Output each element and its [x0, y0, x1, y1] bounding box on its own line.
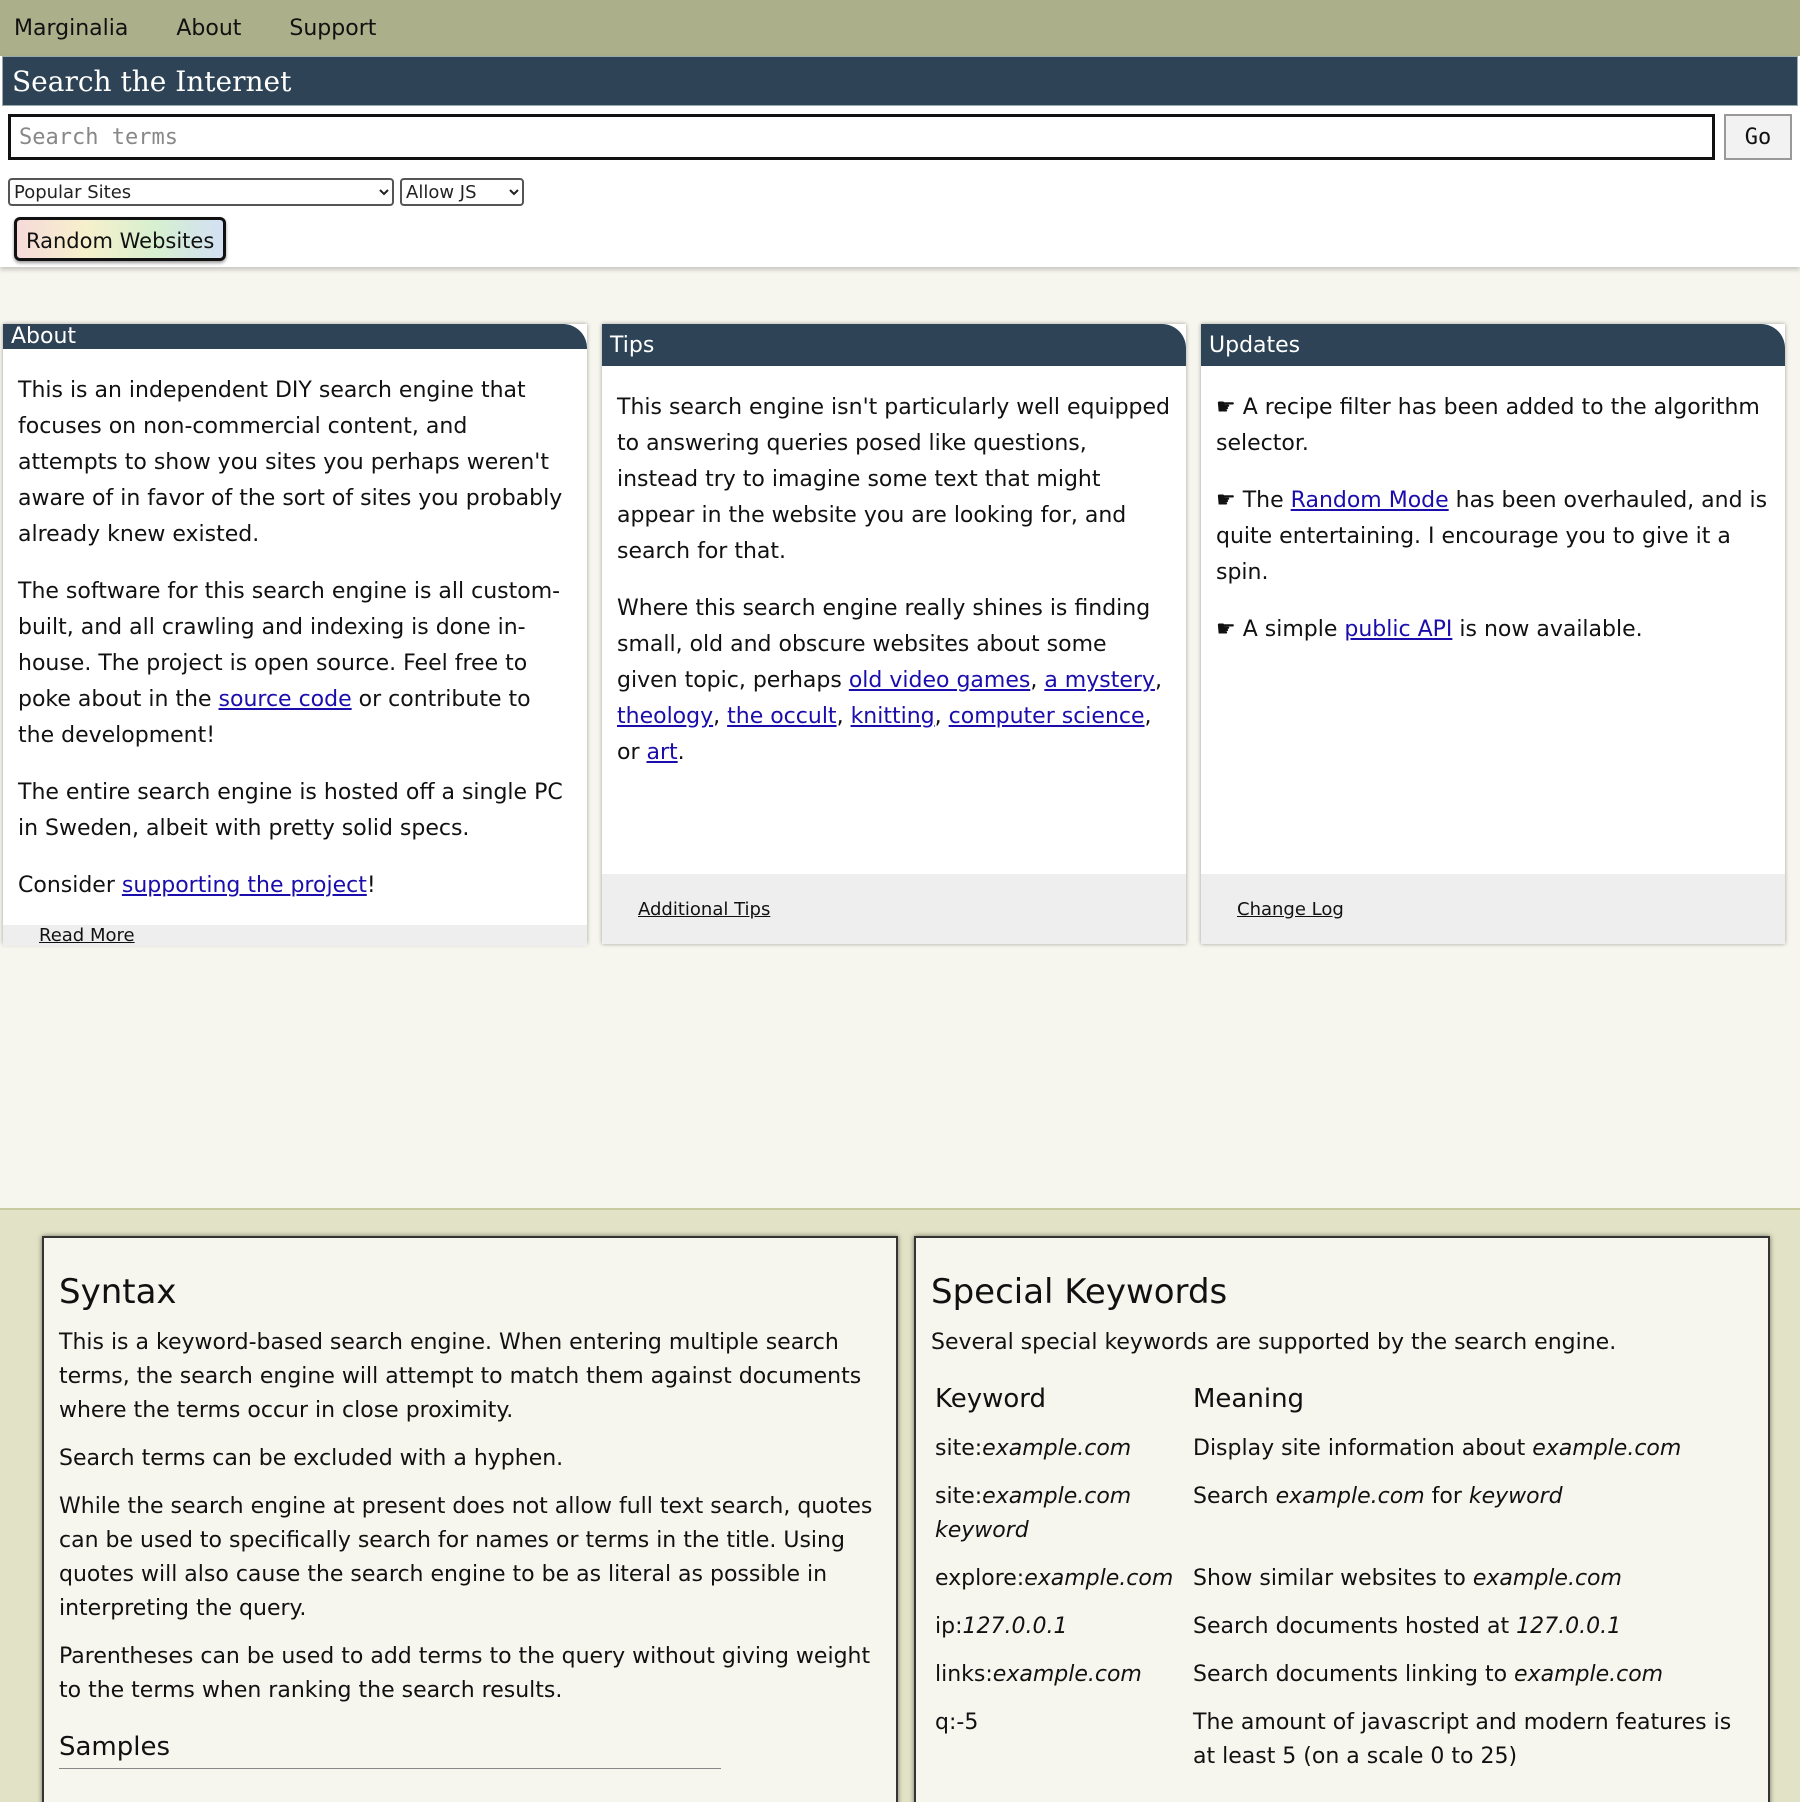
search-row [0, 106, 1800, 160]
supporting-project-link[interactable]: supporting the project [121, 873, 367, 898]
tips-or-text: or [617, 740, 640, 765]
keywords-intro: Several special keywords are supported by the search engine. [931, 1330, 1617, 1355]
keyword-text: 127.0.0.1 [1516, 1614, 1622, 1639]
keywords-table [931, 1376, 1753, 1782]
go-button[interactable]: Go [1724, 114, 1792, 160]
source-code-link[interactable]: source code [218, 687, 352, 712]
about-p4-text: Consider [18, 873, 122, 898]
keyword-text: links: [935, 1662, 993, 1687]
change-log-link[interactable]: Change Log [1237, 898, 1344, 920]
keyword-text: site: [935, 1484, 983, 1509]
syntax-paragraph-2: Search terms can be excluded with a hyphen. [59, 1446, 564, 1471]
keyword-text: Search documents linking to [1193, 1662, 1515, 1687]
topic-link-computer-science[interactable]: computer science [948, 704, 1145, 729]
keywords-table-body [931, 1426, 1753, 1782]
tips-card-title: Tips [602, 324, 1186, 366]
update-item [1216, 612, 1771, 648]
keyword-text: q:-5 [935, 1710, 979, 1735]
topic-link-a-mystery[interactable]: a mystery [1044, 668, 1155, 693]
keyword-text: example.com [1024, 1566, 1174, 1591]
js-select[interactable] [400, 178, 524, 206]
meaning-cell [1189, 1604, 1753, 1652]
topic-link-art[interactable]: art [646, 740, 678, 765]
keyword-cell [931, 1700, 1189, 1782]
additional-tips-link[interactable]: Additional Tips [638, 898, 771, 920]
tips-paragraph-1: This search engine isn't particularly well equipped to answering queries posed like questions, instead try to imagine some text that might appear in the website you are looking for, and search for that. [617, 395, 1170, 564]
update-item [1216, 390, 1771, 462]
read-more-link[interactable]: Read More [39, 925, 135, 946]
about-p2-text: The software for this search engine is all custom-built, and all crawling and indexing is done in-house. The project is open source. Feel free to poke about in the [18, 579, 561, 712]
syntax-paragraph-4: Parentheses can be used to add terms to the query without giving weight to the terms when ranking the search results. [59, 1644, 871, 1703]
table-row [931, 1556, 1753, 1604]
keyword-text: example.com [1514, 1662, 1664, 1687]
keyword-text: example.com [1532, 1436, 1682, 1461]
about-card [3, 324, 587, 944]
update-text-2: The [1242, 488, 1291, 513]
help-section [0, 1208, 1800, 1802]
keyword-text: explore: [935, 1566, 1025, 1591]
about-paragraph-2 [18, 574, 573, 754]
info-cards [0, 324, 1800, 944]
search-header: Search the Internet [2, 56, 1798, 106]
search-input[interactable] [8, 114, 1715, 160]
update-text-3-end: is now available. [1452, 617, 1643, 642]
topic-link-theology[interactable]: theology [617, 704, 714, 729]
table-row [931, 1700, 1753, 1782]
about-paragraph-3: The entire search engine is hosted off a single PC in Sweden, albeit with pretty solid specs. [18, 780, 563, 841]
keyword-text: example.com [1275, 1484, 1425, 1509]
meaning-column-header: Meaning [1193, 1384, 1305, 1414]
keyword-text: 127.0.0.1 [962, 1614, 1068, 1639]
about-paragraph-1: This is an independent DIY search engine that focuses on non-commercial content, and attempts to show you sites you perhaps weren't aware of in favor of the sort of sites you probably already knew existed. [18, 378, 563, 547]
keyword-text: example.com [982, 1436, 1132, 1461]
keywords-title: Special Keywords [931, 1272, 1228, 1312]
keyword-text: example.com keyword [935, 1484, 1132, 1543]
keyword-text: example.com [992, 1662, 1142, 1687]
syntax-panel [42, 1236, 898, 1802]
updates-card-footer [1201, 874, 1785, 944]
about-card-footer [3, 925, 587, 946]
search-panel [0, 56, 1800, 267]
special-keywords-panel [914, 1236, 1770, 1802]
syntax-title: Syntax [59, 1272, 177, 1312]
update-text-2-end: has been overhauled, and is quite entertaining. I encourage you to give it a spin. [1216, 488, 1768, 585]
pointing-hand-icon: ☛ [1216, 617, 1236, 642]
keyword-text: ip: [935, 1614, 963, 1639]
about-paragraph-4 [18, 868, 573, 904]
topic-link-old-video-games[interactable]: old video games [848, 668, 1031, 693]
updates-card-body [1201, 366, 1785, 874]
filter-select[interactable] [8, 178, 394, 206]
nav-support[interactable]: Support [289, 15, 377, 41]
updates-card [1201, 324, 1785, 944]
update-text-1: A recipe filter has been added to the algorithm selector. [1216, 395, 1760, 456]
keyword-column-header: Keyword [935, 1384, 1047, 1414]
keyword-text: Search documents hosted at [1193, 1614, 1517, 1639]
keyword-cell [931, 1474, 1189, 1556]
keyword-cell [931, 1426, 1189, 1474]
keyword-text: keyword [1468, 1484, 1563, 1509]
keyword-text: Search [1193, 1484, 1276, 1509]
table-row [931, 1474, 1753, 1556]
meaning-cell [1189, 1426, 1753, 1474]
meaning-cell [1189, 1652, 1753, 1700]
keyword-cell [931, 1652, 1189, 1700]
keyword-text: The amount of javascript and modern features is at least 5 (on a scale 0 to 25) [1193, 1710, 1732, 1769]
table-row [931, 1426, 1753, 1474]
tips-card [602, 324, 1186, 944]
keyword-cell [931, 1604, 1189, 1652]
keyword-cell [931, 1556, 1189, 1604]
keywords-header-row [931, 1376, 1753, 1426]
filter-row [0, 160, 1800, 206]
meaning-cell [1189, 1474, 1753, 1556]
nav-about[interactable]: About [176, 15, 242, 41]
topic-link-knitting[interactable]: knitting [850, 704, 935, 729]
random-websites-button[interactable]: Random Websites [14, 217, 226, 261]
table-row [931, 1604, 1753, 1652]
meaning-cell [1189, 1700, 1753, 1782]
tips-p2-text: Where this search engine really shines is finding small, old and obscure websites about some given topic, perhaps [617, 596, 1151, 693]
keyword-text: site: [935, 1436, 983, 1461]
tips-card-body [602, 366, 1186, 874]
top-nav [0, 0, 1800, 56]
update-item [1216, 483, 1771, 591]
updates-card-title: Updates [1201, 324, 1785, 366]
about-p4-text-end: ! [366, 873, 376, 898]
about-card-title: About [3, 324, 587, 349]
samples-title: Samples [59, 1732, 721, 1769]
random-mode-link[interactable]: Random Mode [1290, 488, 1449, 513]
public-api-link[interactable]: public API [1344, 617, 1453, 642]
topic-link-the-occult[interactable]: the occult [727, 704, 837, 729]
pointing-hand-icon: ☛ [1216, 488, 1236, 513]
about-p2-text-end: or contribute to the development! [18, 687, 531, 748]
syntax-paragraph-1: This is a keyword-based search engine. When entering multiple search terms, the search engine will attempt to match them against documents where the terms occur in close proximity. [59, 1330, 862, 1423]
keyword-text: Show similar websites to [1193, 1566, 1473, 1591]
pointing-hand-icon: ☛ [1216, 395, 1236, 420]
keyword-text: example.com [1472, 1566, 1622, 1591]
syntax-paragraph-3: While the search engine at present does not allow full text search, quotes can be used to specifically search for names or terms in the title. Using quotes will also cause the search engine to be as literal as possible in interpreting the query. [59, 1494, 873, 1621]
keyword-text: for [1424, 1484, 1469, 1509]
update-text-3: A simple [1242, 617, 1345, 642]
tips-card-footer [602, 874, 1186, 944]
nav-marginalia[interactable]: Marginalia [14, 15, 129, 41]
meaning-cell [1189, 1556, 1753, 1604]
table-row [931, 1652, 1753, 1700]
keyword-text: Display site information about [1193, 1436, 1533, 1461]
about-card-body [3, 349, 587, 925]
tips-paragraph-2: Where this search engine really shines is finding small, old and obscure websites about some given topic, perhaps old video games, a mystery, theology, the occult, knitting, computer science, or art. [617, 596, 1162, 765]
